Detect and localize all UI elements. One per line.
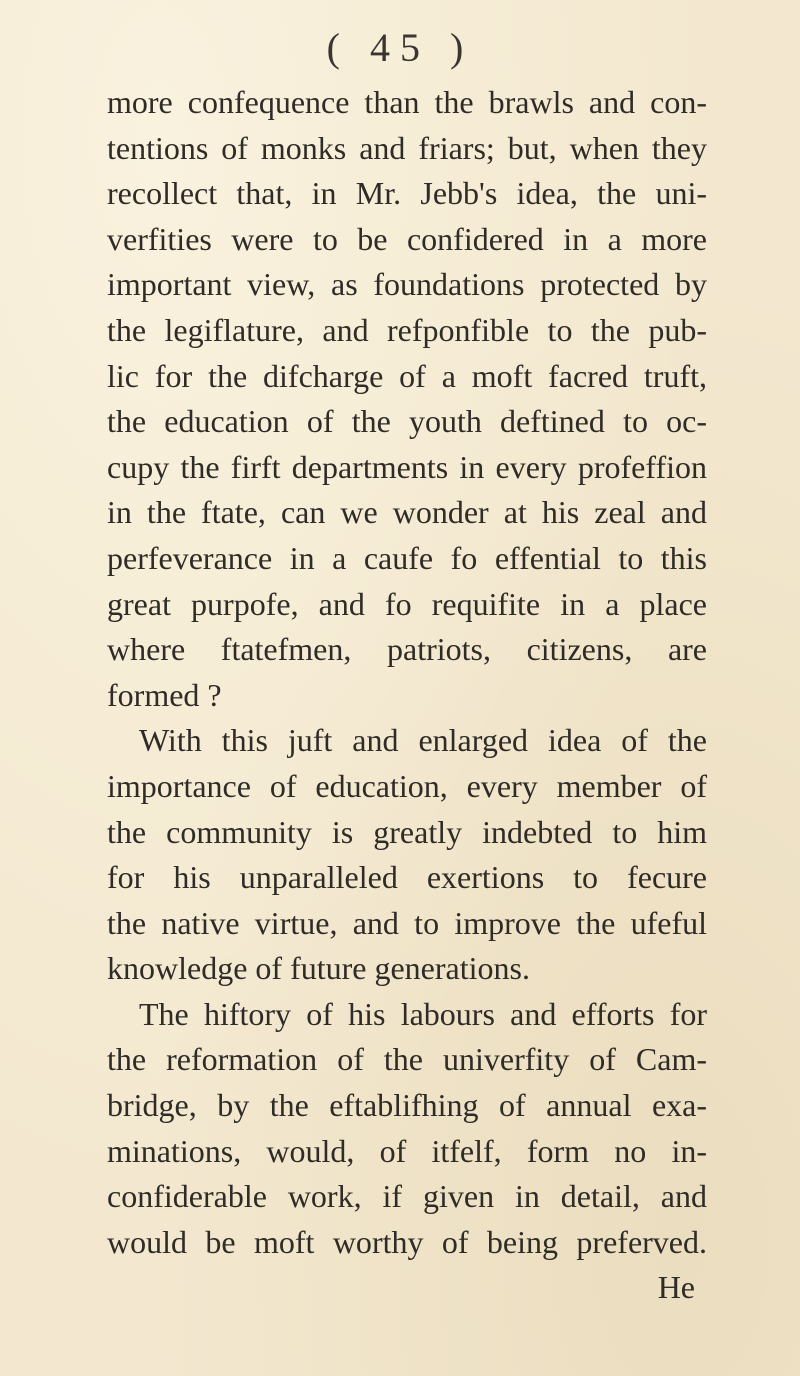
text-line: perfeverance in a caufe fo effential to this <box>107 539 707 576</box>
text-line: the reformation of the univerfity of Cam- <box>107 1041 707 1078</box>
text-line: in the ftate, can we wonder at his zeal and <box>107 494 707 531</box>
paragraph-start-line: The hiftory of his labours and efforts for <box>139 995 707 1032</box>
text-line: lic for the difcharge of a moft facred truft, <box>107 357 707 394</box>
text-line: for his unparalleled exertions to fecure <box>107 859 707 896</box>
text-line: the education of the youth deftined to oc- <box>107 403 707 440</box>
text-line: would be moft worthy of being preferved. <box>107 1223 707 1260</box>
catchword: He <box>657 1269 695 1306</box>
text-line: formed ? <box>107 676 222 713</box>
text-line: the native virtue, and to improve the ufeful <box>107 904 707 941</box>
body-text <box>107 80 707 1311</box>
text-line: knowledge of future generations. <box>107 950 530 987</box>
text-line: importance of education, every member of <box>107 767 707 804</box>
text-line: where ftatefmen, patriots, citizens, are <box>107 631 707 668</box>
text-line: recollect that, in Mr. Jebb's idea, the uni- <box>107 175 707 212</box>
text-line: more confequence than the brawls and con- <box>107 84 707 120</box>
paragraph-start-line: With this juft and enlarged idea of the <box>139 722 707 759</box>
text-line: the legiflature, and refponfible to the pub- <box>107 311 707 348</box>
page-number: ( 45 ) <box>326 25 474 70</box>
text-line: important view, as foundations protected by <box>107 266 707 303</box>
text-line: minations, would, of itfelf, form no in- <box>107 1132 707 1169</box>
text-line: cupy the firft departments in every profeffion <box>107 448 707 485</box>
text-line: tentions of monks and friars; but, when they <box>107 129 707 166</box>
text-line: confiderable work, if given in detail, and <box>107 1178 707 1215</box>
text-line: verfities were to be confidered in a more <box>107 220 707 257</box>
text-line: great purpofe, and fo requifite in a place <box>107 585 707 622</box>
text-line: bridge, by the eftablifhing of annual exa- <box>107 1087 707 1124</box>
text-line: the community is greatly indebted to him <box>107 813 707 850</box>
